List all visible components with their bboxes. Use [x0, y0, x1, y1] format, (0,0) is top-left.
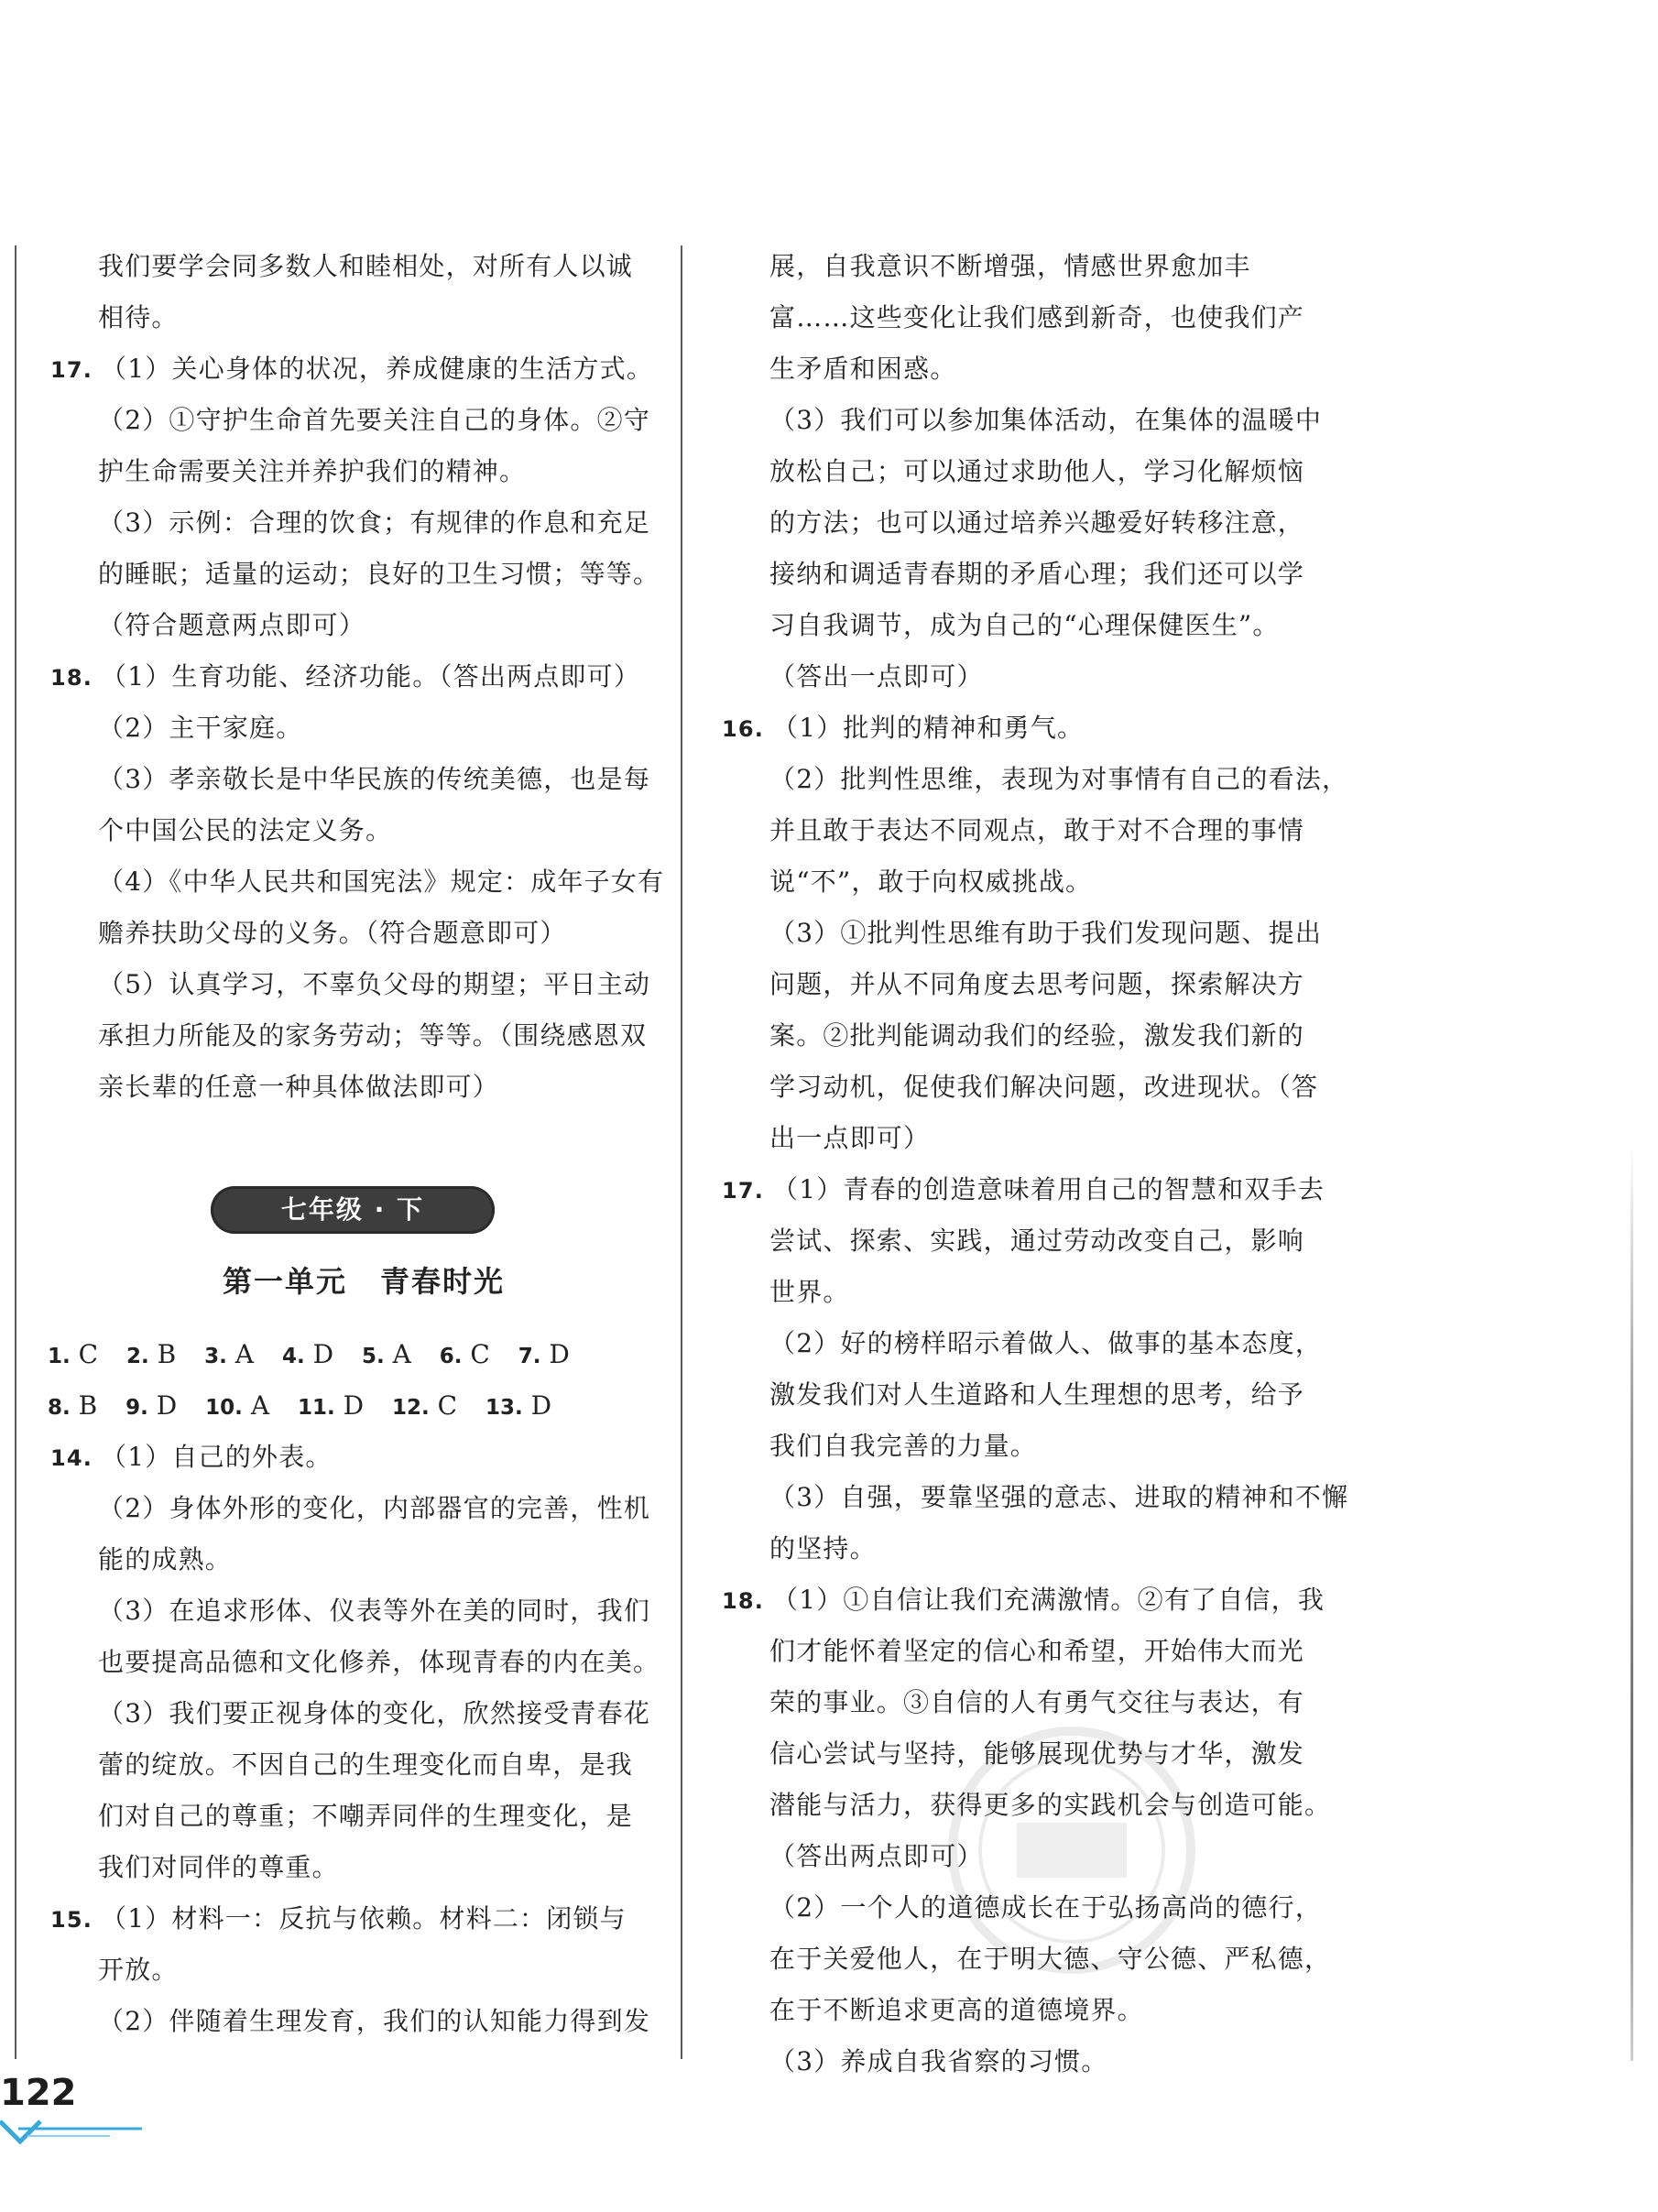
- text-line: 承担力所能及的家务劳动；等等。（围绕感恩双: [98, 1020, 648, 1051]
- text-line: 尝试、探索、实践，通过劳动改变自己，影响: [769, 1226, 1305, 1256]
- text-line: （3）孝亲敬长是中华民族的传统美德，也是每: [98, 764, 651, 794]
- text-line: 的坚持。: [769, 1533, 877, 1564]
- text-line: （答出两点即可）: [769, 1841, 984, 1871]
- mc-answer: 9. D: [125, 1390, 178, 1421]
- left-column: [48, 241, 665, 2047]
- answer-text: （1）生育功能、经济功能。（答出两点即可）: [101, 661, 641, 692]
- text-line: （5）认真学习，不辜负父母的期望；平日主动: [98, 969, 651, 999]
- question-number: 17.: [722, 1178, 765, 1204]
- answer-text: （1）批判的精神和勇气。: [772, 713, 1085, 743]
- text-line: （3）①批判性思维有助于我们发现问题、提出: [769, 918, 1323, 948]
- text-line: 说“不”，敢于向权威挑战。: [769, 866, 1093, 897]
- unit-title-name: 青春时光: [380, 1264, 506, 1299]
- mc-answer: 6. C: [439, 1339, 490, 1369]
- question-15-line: [50, 1893, 652, 1945]
- mc-answer: 10. A: [205, 1390, 270, 1421]
- answer-text: （1）①自信让我们充满激情。②有了自信，我: [772, 1585, 1325, 1615]
- question-18-line: [50, 651, 652, 703]
- grade-section-badge: 七年级 · 下: [211, 1186, 495, 1234]
- question-number: 14.: [50, 1445, 93, 1471]
- mc-answer: 1. C: [48, 1339, 99, 1369]
- text-line: 放松自己；可以通过求助他人，学习化解烦恼: [769, 456, 1305, 486]
- text-line: （2）批判性思维，表现为对事情有自己的看法，: [769, 764, 1349, 794]
- text-line: （3）自强，要靠坚强的意志、进取的精神和不懈: [769, 1482, 1349, 1512]
- text-line: 习自我调节，成为自己的“心理保健医生”。: [769, 610, 1280, 640]
- question-number: 16.: [722, 716, 765, 742]
- mc-answer: 8. B: [48, 1390, 98, 1421]
- text-line: 信心尝试与坚持，能够展现优势与才华，激发: [769, 1738, 1305, 1769]
- text-line: 接纳和调适青春期的矛盾心理；我们还可以学: [769, 559, 1305, 589]
- mc-answer: 7. D: [518, 1339, 570, 1369]
- text-line: 世界。: [769, 1277, 850, 1307]
- text-line: （2）①守护生命首先要关注自己的身体。②守: [98, 405, 651, 435]
- mc-answer: 12. C: [391, 1390, 458, 1421]
- question-14-line: [50, 1432, 652, 1483]
- mc-answer: 2. B: [126, 1339, 177, 1369]
- answer-text: （1）材料一：反抗与依赖。材料二：闭锁与: [101, 1903, 627, 1934]
- text-line: （符合题意两点即可）: [98, 610, 366, 640]
- text-line: 我们对同伴的尊重。: [98, 1852, 339, 1882]
- text-line: 相待。: [98, 302, 179, 332]
- page-number-chevron-icon: [0, 2118, 147, 2154]
- text-line: 在于不断追求更高的道德境界。: [769, 1995, 1144, 2025]
- page-number: 122: [0, 2072, 77, 2114]
- page-edge-shadow: [1631, 1145, 1633, 2061]
- question-number: 17.: [50, 357, 93, 383]
- text-line: （2）身体外形的变化，内部器官的完善，性机: [98, 1493, 651, 1523]
- mc-answer: 11. D: [297, 1390, 365, 1421]
- text-line: 荣的事业。③自信的人有勇气交往与表达，有: [769, 1687, 1305, 1717]
- answer-text: （1）青春的创造意味着用自己的智慧和双手去: [772, 1174, 1325, 1204]
- text-line: 我们要学会同多数人和睦相处，对所有人以诚: [98, 251, 634, 281]
- text-line: （3）养成自我省察的习惯。: [769, 2046, 1108, 2076]
- text-line: （3）我们要正视身体的变化，欣然接受青春花: [98, 1698, 651, 1728]
- text-line: 亲长辈的任意一种具体做法即可）: [98, 1072, 500, 1102]
- text-line: 案。②批判能调动我们的经验，激发我们新的: [769, 1020, 1305, 1051]
- text-line: 富……这些变化让我们感到新奇，也使我们产: [769, 302, 1305, 332]
- text-line: 生矛盾和困惑。: [769, 354, 957, 384]
- center-column-rule: [681, 245, 682, 2059]
- mc-answer: 13. D: [485, 1390, 552, 1421]
- multiple-choice-row-2: [48, 1380, 652, 1432]
- text-line: （3）示例：合理的饮食；有规律的作息和充足: [98, 507, 651, 538]
- text-line: 展，自我意识不断增强，情感世界愈加丰: [769, 251, 1251, 281]
- unit-title: [48, 1234, 652, 1329]
- text-line: （4）《中华人民共和国宪法》规定：成年子女有: [98, 866, 665, 897]
- text-line: （2）主干家庭。: [98, 713, 303, 743]
- answer-text: （1）关心身体的状况，养成健康的生活方式。: [101, 354, 654, 384]
- text-line: 激发我们对人生道路和人生理想的思考，给予: [769, 1379, 1305, 1410]
- question-16-line: [722, 703, 1319, 754]
- mc-answer: 5. A: [361, 1339, 411, 1369]
- text-line: 学习动机，促使我们解决问题，改进现状。（答: [769, 1072, 1319, 1102]
- text-line: 们才能怀着坚定的信心和希望，开始伟大而光: [769, 1636, 1305, 1666]
- answer-text: （1）自己的外表。: [101, 1442, 333, 1472]
- text-line: （答出一点即可）: [769, 661, 984, 692]
- text-line: （3）我们可以参加集体活动，在集体的温暖中: [769, 405, 1323, 435]
- text-line: 能的成熟。: [98, 1544, 233, 1575]
- right-column: [719, 241, 1349, 2087]
- question-18-line: [722, 1575, 1325, 1626]
- mc-answer: 4. D: [281, 1339, 334, 1369]
- text-line: 并且敢于表达不同观点，敢于对不合理的事情: [769, 815, 1305, 845]
- text-line: （2）伴随着生理发育，我们的认知能力得到发: [98, 2006, 651, 2036]
- text-line: 个中国公民的法定义务。: [98, 815, 393, 845]
- text-line: 的睡眠；适量的运动；良好的卫生习惯；等等。: [98, 559, 660, 589]
- text-line: 开放。: [98, 1955, 179, 1985]
- text-line: 赡养扶助父母的义务。（符合题意即可）: [98, 918, 567, 948]
- mc-answer: 3. A: [204, 1339, 255, 1369]
- text-line: （2）一个人的道德成长在于弘扬高尚的德行，: [769, 1892, 1323, 1923]
- text-line: 出一点即可）: [769, 1123, 931, 1153]
- question-number: 18.: [50, 665, 93, 691]
- multiple-choice-row-1: [48, 1329, 652, 1380]
- question-17-line: [722, 1164, 1325, 1215]
- text-line: 护生命需要关注并养护我们的精神。: [98, 456, 527, 486]
- question-number: 15.: [50, 1907, 93, 1933]
- text-line: 我们自我完善的力量。: [769, 1431, 1038, 1461]
- text-line: 问题，并从不同角度去思考问题，探索解决方: [769, 969, 1305, 999]
- text-line: （3）在追求形体、仪表等外在美的同时，我们: [98, 1596, 651, 1626]
- question-number: 18.: [722, 1588, 765, 1614]
- left-column-rule: [15, 245, 16, 2059]
- question-17-line: [50, 343, 652, 395]
- text-line: 也要提高品德和文化修养，体现青春的内在美。: [98, 1647, 660, 1677]
- text-line: 们对自己的尊重；不嘲弄同伴的生理变化，是: [98, 1801, 634, 1831]
- text-line: 蕾的绽放。不因自己的生理变化而自卑，是我: [98, 1749, 634, 1780]
- unit-title-number: 第一单元: [222, 1264, 347, 1299]
- text-line: 的方法；也可以通过培养兴趣爱好转移注意，: [769, 507, 1305, 538]
- text-line: （2）好的榜样昭示着做人、做事的基本态度，: [769, 1328, 1323, 1358]
- text-line: 在于关爱他人，在于明大德、守公德、严私德，: [769, 1944, 1332, 1974]
- text-line: 潜能与活力，获得更多的实践机会与创造可能。: [769, 1790, 1332, 1820]
